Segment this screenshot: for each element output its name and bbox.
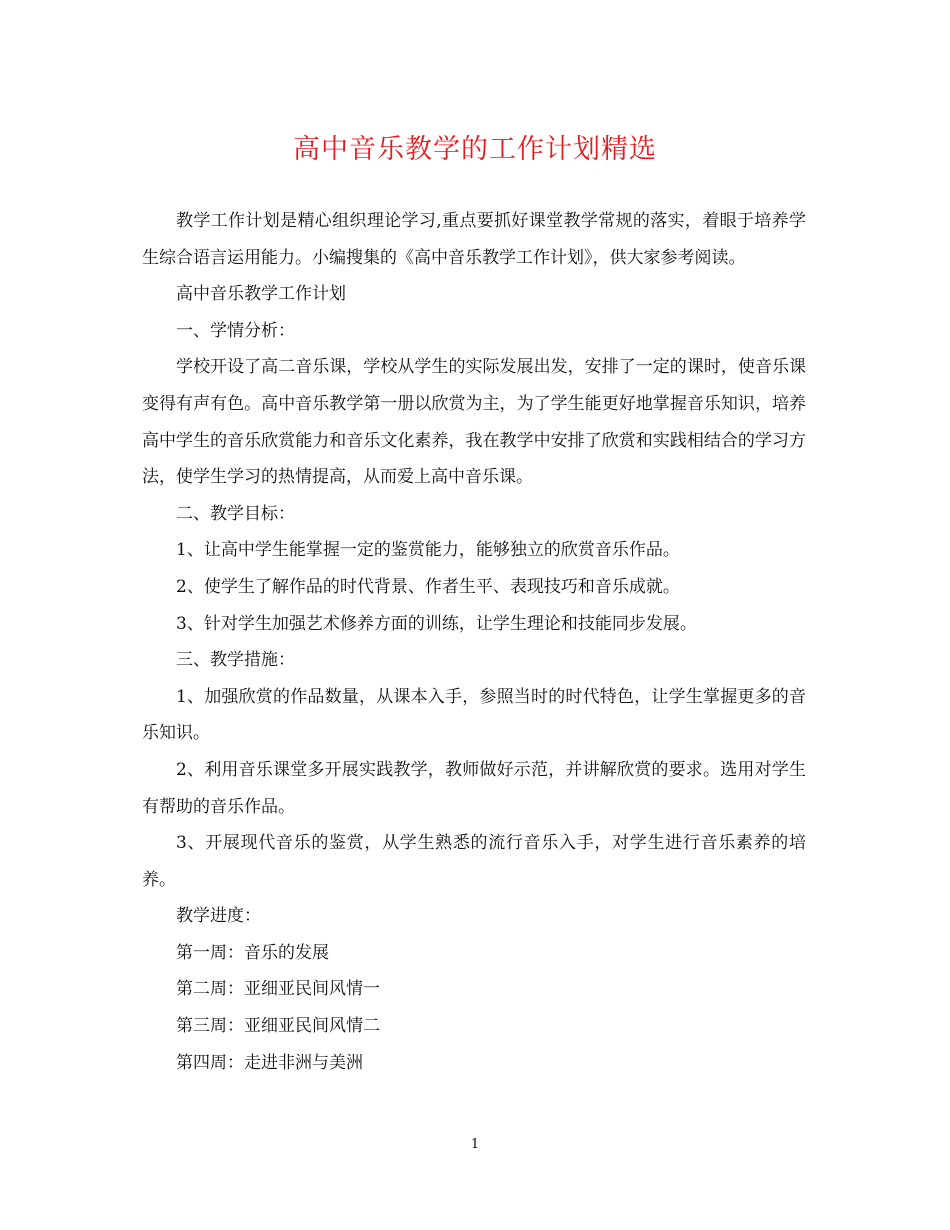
intro-paragraph: 教学工作计划是精心组织理论学习,重点要抓好课堂教学常规的落实，着眼于培养学生综合语言运用能力。小编搜集的《高中音乐教学工作计划》，供大家参考阅读。 bbox=[142, 211, 806, 268]
section-heading-measures: 三、教学措施： bbox=[176, 650, 295, 671]
document-body bbox=[142, 203, 806, 1081]
schedule-week-4: 第四周：走进非洲与美洲 bbox=[176, 1052, 363, 1073]
section-heading-analysis: 一、学情分析： bbox=[176, 320, 295, 341]
goal-item-2: 2、使学生了解作品的时代背景、作者生平、表现技巧和音乐成就。 bbox=[176, 576, 680, 597]
schedule-week-1: 第一周：音乐的发展 bbox=[176, 942, 329, 963]
section-heading-goals: 二、教学目标： bbox=[176, 503, 295, 524]
measure-item-2: 2、利用音乐课堂多开展实践教学，教师做好示范，并讲解欣赏的要求。选用对学生有帮助的音乐作品。 bbox=[142, 759, 806, 817]
section-heading-schedule: 教学进度： bbox=[176, 906, 261, 927]
measure-item-3: 3、开展现代音乐的鉴赏，从学生熟悉的流行音乐入手，对学生进行音乐素养的培养。 bbox=[142, 833, 806, 890]
measure-item-1: 1、加强欣赏的作品数量，从课本入手，参照当时的时代特色，让学生掌握更多的音乐知识。 bbox=[142, 686, 806, 744]
page-number: 1 bbox=[470, 1137, 480, 1152]
schedule-week-3: 第三周：亚细亚民间风情二 bbox=[176, 1016, 380, 1037]
goal-item-3: 3、针对学生加强艺术修养方面的训练，让学生理论和技能同步发展。 bbox=[176, 613, 697, 634]
goal-item-1: 1、让高中学生能掌握一定的鉴赏能力，能够独立的欣赏音乐作品。 bbox=[176, 540, 680, 561]
section-heading-plan: 高中音乐教学工作计划 bbox=[176, 284, 346, 305]
schedule-week-2: 第二周：亚细亚民间风情一 bbox=[176, 979, 380, 1000]
analysis-paragraph: 学校开设了高二音乐课，学校从学生的实际发展出发，安排了一定的课时，使音乐课变得有声有色。高中音乐教学第一册以欣赏为主，为了学生能更好地掌握音乐知识，培养高中学生的音乐欣赏能力和音乐文化素养，我在教学中安排了欣赏和实践相结合的学习方法，使学生学习的热情提高，从而爱上高中音乐课。 bbox=[142, 357, 806, 488]
document-title: 高中音乐教学的工作计划精选 bbox=[293, 134, 657, 165]
